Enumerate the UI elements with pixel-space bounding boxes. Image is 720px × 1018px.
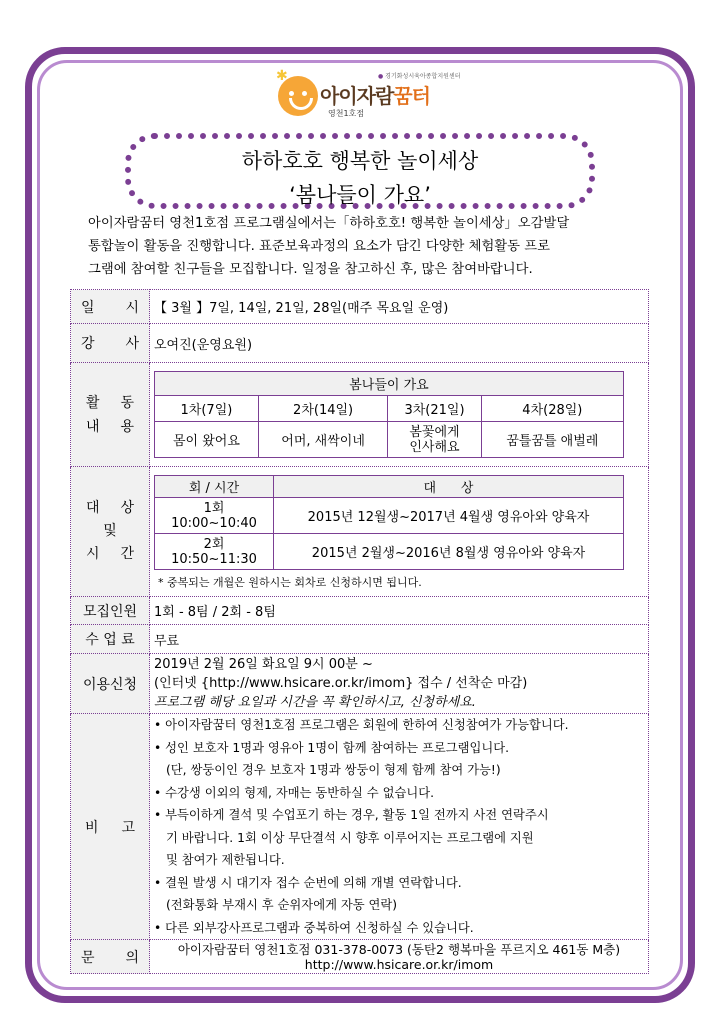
list-item: 기 바랍니다. 1회 이상 무단결석 시 향후 이루어지는 프로그램에 지원: [166, 830, 534, 845]
intro-line: 아이자람꿈터 영천1호점 프로그램실에서는「하하호호! 행복한 놀이세상」오감발달: [88, 216, 570, 231]
value-date: 【 3월 】7일, 14일, 21일, 28일(매주 목요일 운영): [150, 290, 649, 324]
label-fee: 수 업 료: [71, 625, 150, 654]
value-apply: [150, 654, 649, 714]
list-item: • 다른 외부강사프로그램과 중복하여 신청하실 수 있습니다.: [154, 920, 474, 935]
logo-tagline: ● 경기화성시육아종합지원센터: [378, 73, 461, 80]
activity-session: 3차(21일): [388, 396, 481, 422]
row-date: [71, 290, 649, 324]
apply-line: (인터넷 {http://www.hsicare.or.kr/imom} 접수 / 선착순 마감): [154, 676, 528, 691]
activity-content: 몸이 왔어요: [155, 422, 259, 458]
contact-line: 아이자람꿈터 영천1호점 031-378-0073 (동탄2 행복마을 푸르지오 461동 M층): [177, 941, 621, 957]
list-item: • 수강생 이외의 형제, 자매는 동반하실 수 없습니다.: [154, 785, 435, 800]
logo-eye-left: [289, 91, 294, 96]
target-col-session: 회 / 시간: [155, 476, 274, 498]
list-item: • 결원 발생 시 대기자 접수 순번에 의해 개별 연락합니다.: [154, 875, 462, 890]
logo-branch: 영천1호점: [328, 109, 365, 118]
value-activity: [150, 363, 649, 467]
value-contact: [150, 940, 649, 974]
target-table: [154, 475, 624, 570]
row-contact: [71, 940, 649, 974]
logo-smile: [289, 98, 313, 110]
title-box: [125, 133, 595, 209]
intro-text: [88, 212, 638, 281]
logo-name: 아이자람꿈터: [320, 84, 430, 108]
label-teacher: 강 사: [71, 324, 150, 363]
logo-star-icon: ✱: [276, 68, 288, 84]
list-item: • 부득이하게 결석 및 수업포기 하는 경우, 활동 1일 전까지 사전 연락주시: [154, 808, 549, 822]
target-col-target: 대 상: [274, 476, 624, 498]
contact-url: http://www.hsicare.or.kr/imom: [304, 956, 494, 972]
value-teacher: 오여진(운영요원): [150, 324, 649, 363]
value-remarks: [150, 714, 649, 940]
target-value-1: 2015년 12월생~2017년 4월생 영유아와 양육자: [274, 498, 624, 534]
activity-content: 봄꽃에게 인사해요: [388, 422, 481, 458]
row-target: [71, 467, 649, 597]
row-teacher: [71, 324, 649, 363]
list-item: (전화통화 부재시 후 순위자에게 자동 연락): [166, 898, 398, 912]
info-table: [70, 289, 649, 974]
target-note: * 중복되는 개월은 원하시는 회차로 신청하시면 됩니다.: [158, 576, 422, 589]
row-activity: [71, 363, 649, 467]
target-value-2: 2015년 2월생~2016년 8월생 영유아와 양육자: [274, 534, 624, 570]
activity-session: 4차(28일): [481, 396, 623, 422]
target-session-2: 2회 10:50~11:30: [155, 534, 274, 570]
apply-line: 2019년 2월 26일 화요일 9시 00분 ~: [154, 657, 373, 672]
list-item: 및 참여가 제한됩니다.: [166, 853, 285, 867]
label-contact: 문 의: [71, 940, 150, 974]
intro-line: 통합놀이 활동을 진행합니다. 표준보육과정의 요소가 담긴 다양한 체험활동 프로: [88, 239, 550, 254]
row-apply: [71, 654, 649, 714]
list-item: (단, 쌍둥이인 경우 보호자 1명과 쌍둥이 형제 함께 참여 가능!): [166, 763, 501, 777]
activity-session: 1차(7일): [155, 396, 259, 422]
row-recruit: [71, 597, 649, 625]
label-remarks: 비 고: [71, 714, 150, 940]
row-remarks: [71, 714, 649, 940]
intro-line: 그램에 참여할 친구들을 모집합니다. 일정을 참고하신 후, 많은 참여바랍니다.: [88, 262, 533, 277]
label-date: 일 시: [71, 290, 150, 324]
label-recruit: 모집인원: [71, 597, 150, 625]
target-session-1: 1회 10:00~10:40: [155, 498, 274, 534]
logo: [278, 68, 468, 126]
apply-warning: 프로그램 해당 요일과 시간을 꼭 확인하시고, 신청하세요.: [154, 695, 476, 710]
page-title: 하하호호 행복한 놀이세상: [241, 149, 479, 173]
row-fee: [71, 625, 649, 654]
page-subtitle: ‘봄나들이 가요’: [289, 183, 431, 207]
activity-header: 봄나들이 가요: [155, 372, 624, 396]
label-activity: 활 동 내 용: [71, 363, 150, 467]
list-item: • 아이자람꿈터 영천1호점 프로그램은 회원에 한하여 신청참여가 가능합니다.: [154, 718, 569, 732]
list-item: • 성인 보호자 1명과 영유아 1명이 함께 참여하는 프로그램입니다.: [154, 740, 510, 755]
label-target: 대 상 및 시 간: [71, 467, 150, 597]
value-fee: 무료: [150, 625, 649, 654]
value-target: [150, 467, 649, 597]
activity-content: 꿈틀꿈틀 애벌레: [481, 422, 623, 458]
activity-table: [154, 371, 624, 458]
activity-session: 2차(14일): [258, 396, 387, 422]
label-apply: 이용신청: [71, 654, 150, 714]
logo-eye-right: [302, 91, 307, 96]
activity-content: 어머, 새싹이네: [258, 422, 387, 458]
remarks-list: [154, 714, 644, 939]
value-recruit: 1회 - 8팀 / 2회 - 8팀: [150, 597, 649, 625]
